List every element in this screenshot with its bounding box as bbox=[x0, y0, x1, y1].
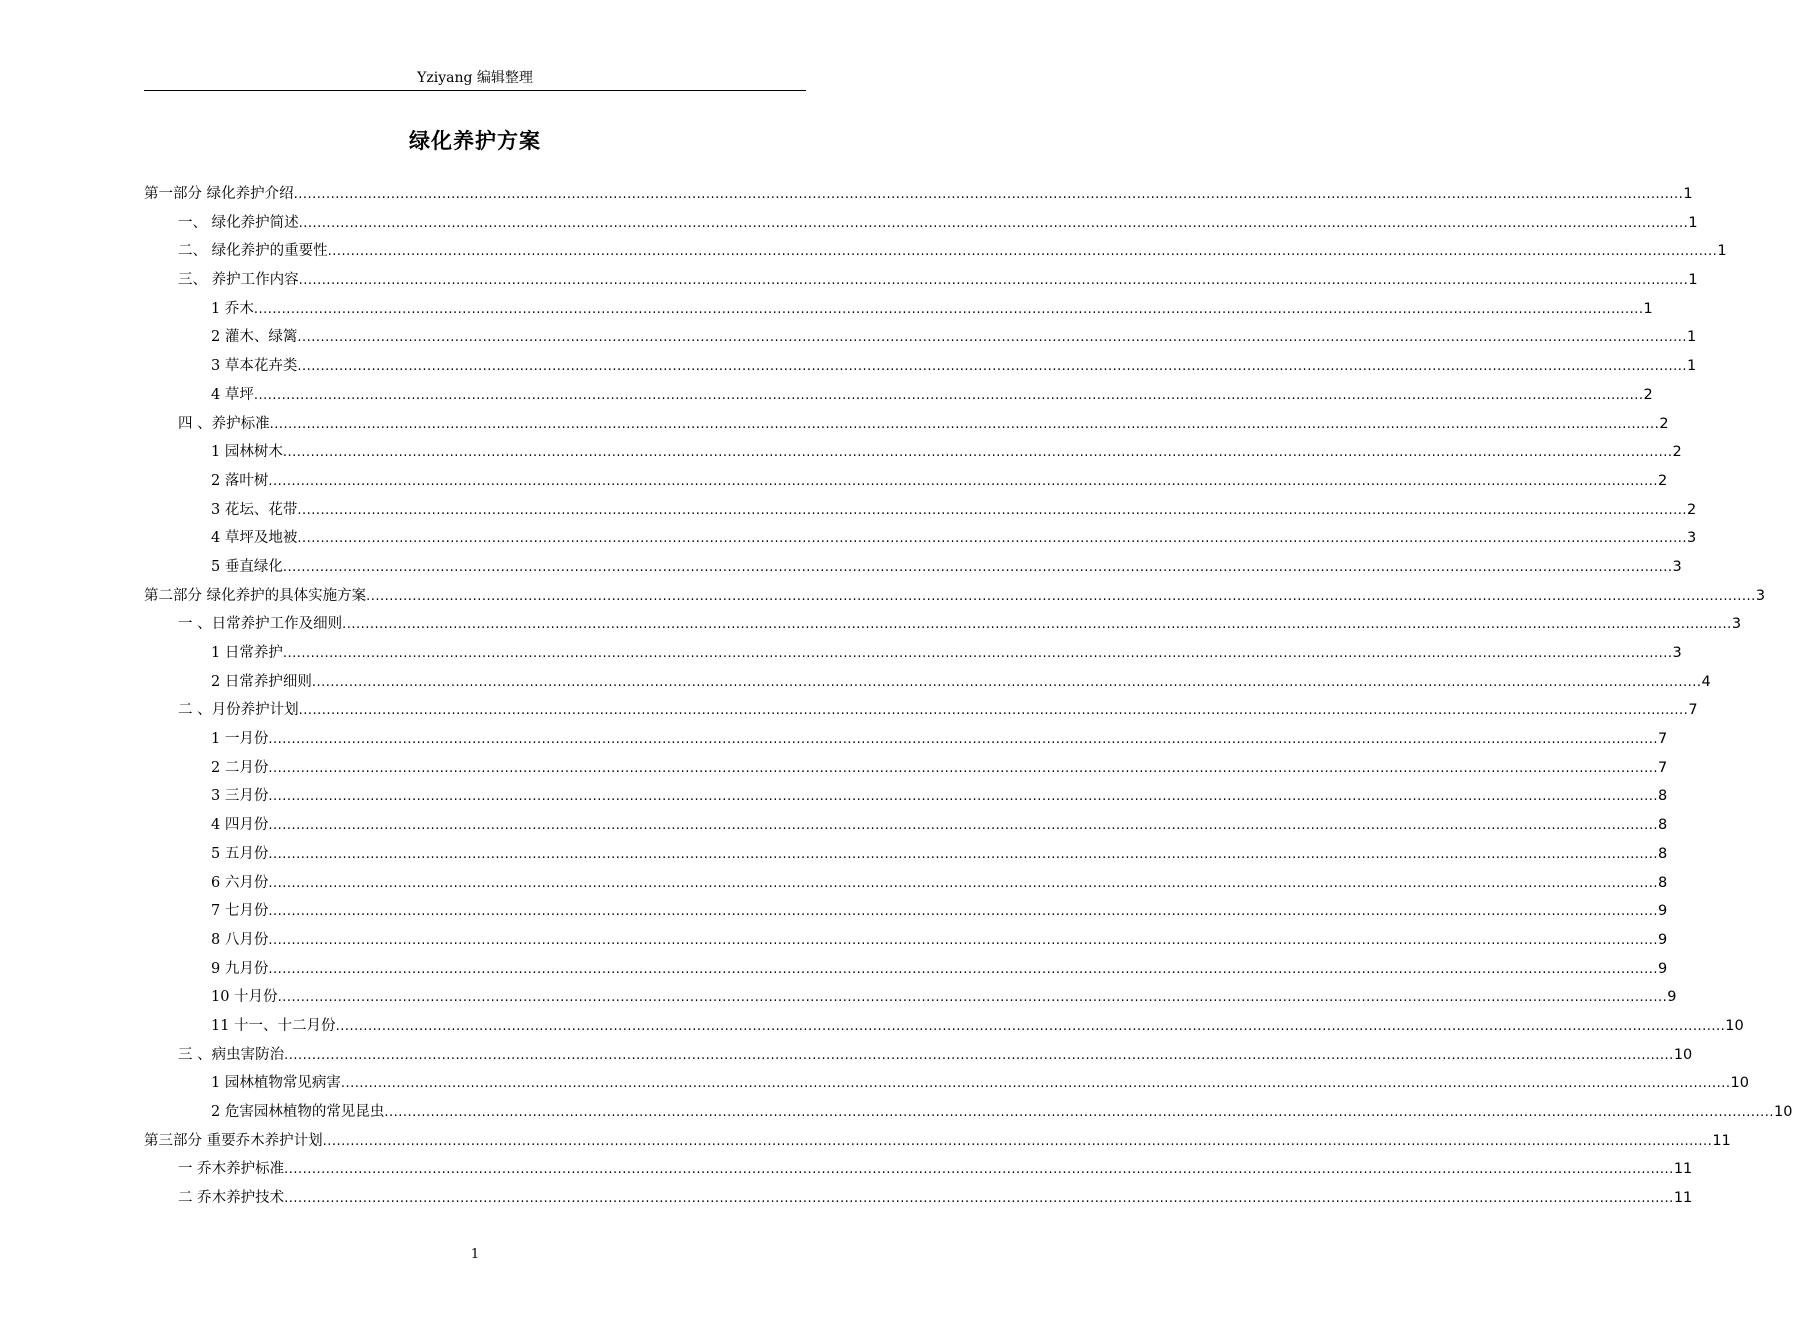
toc-entry-title: 1 园林植物常见病害 bbox=[211, 1075, 341, 1092]
toc-entry-page: 1 bbox=[1643, 300, 1653, 317]
toc-entry-page: 3 bbox=[1672, 558, 1682, 575]
toc-dot-leader: ............................................................................................................................................................................................................................................................................................................ bbox=[298, 703, 1689, 719]
toc-entry[interactable] bbox=[144, 754, 1668, 783]
toc-entry[interactable] bbox=[144, 1155, 1693, 1184]
toc-entry-title: 二 乔木养护技术 bbox=[178, 1190, 285, 1207]
page-footer bbox=[0, 1245, 950, 1265]
toc-entry[interactable] bbox=[144, 610, 1742, 639]
toc-entry-title: 10 十月份 bbox=[211, 989, 278, 1006]
toc-entry-title: 一、 绿化养护简述 bbox=[178, 214, 299, 231]
toc-dot-leader: ............................................................................................................................................................................................................................................................................................................ bbox=[297, 359, 1688, 375]
toc-dot-leader: ............................................................................................................................................................................................................................................................................................................ bbox=[268, 732, 1659, 748]
toc-entry-page: 2 bbox=[1659, 415, 1669, 432]
toc-entry-page: 2 bbox=[1643, 386, 1653, 403]
toc-entry-page: 2 bbox=[1687, 501, 1697, 518]
toc-dot-leader: ............................................................................................................................................................................................................................................................................................................ bbox=[268, 760, 1659, 776]
toc-entry-title: 三、 养护工作内容 bbox=[178, 272, 299, 289]
toc-entry-page: 2 bbox=[1672, 444, 1682, 461]
toc-entry[interactable] bbox=[144, 180, 1693, 209]
toc-entry-page: 2 bbox=[1658, 472, 1668, 489]
toc-entry-page: 4 bbox=[1701, 673, 1711, 690]
toc-entry[interactable] bbox=[144, 840, 1668, 869]
toc-entry-page: 8 bbox=[1658, 788, 1668, 805]
toc-entry-page: 10 bbox=[1730, 1075, 1749, 1092]
toc-entry-page: 3 bbox=[1672, 645, 1682, 661]
toc-entry-page: 3 bbox=[1755, 587, 1766, 604]
toc-entry[interactable] bbox=[144, 955, 1668, 984]
toc-dot-leader: ............................................................................................................................................................................................................................................................................................................ bbox=[293, 187, 1684, 202]
header-text: Yziyang 编辑整理 bbox=[417, 70, 533, 86]
toc-entry[interactable] bbox=[144, 1127, 1731, 1156]
toc-entry[interactable] bbox=[144, 266, 1698, 295]
toc-entry-page: 9 bbox=[1667, 989, 1677, 1006]
toc-entry[interactable] bbox=[144, 639, 1682, 668]
toc-dot-leader: ............................................................................................................................................................................................................................................................................................................ bbox=[298, 273, 1689, 289]
toc-dot-leader: ............................................................................................................................................................................................................................................................................................................ bbox=[282, 445, 1673, 461]
toc-entry[interactable] bbox=[144, 782, 1668, 811]
toc-entry-title: 11 十一、十二月份 bbox=[211, 1017, 336, 1034]
document-title: 绿化养护方案 bbox=[409, 128, 541, 153]
toc-entry-title: 二 、月份养护计划 bbox=[178, 702, 299, 719]
toc-entry-title: 2 危害园林植物的常见昆虫 bbox=[211, 1104, 385, 1120]
toc-entry-page: 11 bbox=[1712, 1132, 1731, 1149]
toc-dot-leader: ............................................................................................................................................................................................................................................................................................................ bbox=[384, 1105, 1775, 1120]
toc-entry-title: 四 、养护标准 bbox=[178, 415, 270, 432]
toc-entry-title: 2 落叶树 bbox=[211, 472, 269, 489]
toc-entry-title: 5 五月份 bbox=[211, 845, 269, 862]
toc-entry[interactable] bbox=[144, 897, 1668, 926]
toc-dot-leader: ............................................................................................................................................................................................................................................................................................................ bbox=[284, 1162, 1674, 1178]
toc-dot-leader: ............................................................................................................................................................................................................................................................................................................ bbox=[340, 1076, 1731, 1092]
toc-entry-title: 第三部分 重要乔木养护计划 bbox=[144, 1132, 323, 1149]
toc-entry-title: 4 四月份 bbox=[211, 817, 269, 834]
toc-entry[interactable] bbox=[144, 381, 1653, 410]
toc-entry-page: 11 bbox=[1673, 1190, 1693, 1207]
toc-entry-title: 1 园林树木 bbox=[211, 444, 283, 461]
toc-entry-page: 3 bbox=[1731, 616, 1742, 633]
toc-entry-page: 1 bbox=[1688, 214, 1698, 231]
toc-entry-title: 5 垂直绿化 bbox=[211, 558, 283, 575]
toc-entry-title: 3 草本花卉类 bbox=[211, 358, 298, 375]
toc-entry-title: 一 、日常养护工作及细则 bbox=[178, 616, 343, 633]
toc-dot-leader: ............................................................................................................................................................................................................................................................................................................ bbox=[268, 961, 1659, 977]
toc-dot-leader: ............................................................................................................................................................................................................................................................................................................ bbox=[268, 932, 1659, 948]
toc-entry-title: 3 花坛、花带 bbox=[211, 501, 298, 518]
toc-entry[interactable] bbox=[144, 352, 1697, 381]
toc-entry-page: 8 bbox=[1658, 874, 1668, 891]
toc-entry[interactable] bbox=[144, 1184, 1693, 1213]
toc-dot-leader: ............................................................................................................................................................................................................................................................................................................ bbox=[311, 674, 1702, 690]
toc-entry-title: 1 一月份 bbox=[211, 731, 269, 748]
toc-entry[interactable] bbox=[144, 668, 1711, 697]
toc-entry-page: 11 bbox=[1673, 1161, 1693, 1178]
toc-dot-leader: ............................................................................................................................................................................................................................................................................................................ bbox=[268, 473, 1659, 489]
toc-entry[interactable] bbox=[144, 209, 1698, 238]
toc-entry[interactable] bbox=[144, 869, 1668, 898]
toc-entry[interactable] bbox=[144, 1098, 1793, 1127]
toc-entry[interactable] bbox=[144, 467, 1668, 496]
toc-entry[interactable] bbox=[144, 983, 1677, 1012]
toc-dot-leader: ............................................................................................................................................................................................................................................................................................................ bbox=[268, 789, 1659, 805]
toc-dot-leader: ............................................................................................................................................................................................................................................................................................................ bbox=[342, 617, 1732, 633]
toc-dot-leader: ............................................................................................................................................................................................................................................................................................................ bbox=[298, 215, 1689, 231]
toc-dot-leader: ............................................................................................................................................................................................................................................................................................................ bbox=[268, 904, 1659, 920]
toc-entry[interactable] bbox=[144, 295, 1653, 324]
toc-entry-title: 9 九月份 bbox=[211, 960, 269, 977]
toc-dot-leader: ............................................................................................................................................................................................................................................................................................................ bbox=[268, 875, 1659, 891]
toc-entry-page: 10 bbox=[1725, 1017, 1744, 1034]
toc-dot-leader: ............................................................................................................................................................................................................................................................................................................ bbox=[284, 1047, 1674, 1063]
toc-entry-page: 10 bbox=[1774, 1104, 1793, 1120]
toc-entry-title: 4 草坪 bbox=[211, 386, 254, 403]
table-of-contents bbox=[144, 180, 1793, 1213]
toc-entry-title: 3 三月份 bbox=[211, 788, 269, 805]
toc-dot-leader: ............................................................................................................................................................................................................................................................................................................ bbox=[366, 588, 1756, 604]
toc-entry-page: 3 bbox=[1687, 530, 1697, 547]
toc-entry-page: 1 bbox=[1687, 358, 1697, 375]
toc-entry[interactable] bbox=[144, 926, 1668, 955]
toc-entry[interactable] bbox=[144, 323, 1697, 352]
toc-entry-title: 第一部分 绿化养护介绍 bbox=[144, 186, 294, 202]
toc-entry[interactable] bbox=[144, 237, 1727, 266]
toc-dot-leader: ............................................................................................................................................................................................................................................................................................................ bbox=[297, 330, 1688, 346]
toc-entry-title: 三 、病虫害防治 bbox=[178, 1046, 285, 1063]
toc-entry[interactable] bbox=[144, 1041, 1693, 1070]
toc-dot-leader: ............................................................................................................................................................................................................................................................................................................ bbox=[284, 1191, 1674, 1207]
toc-dot-leader: ............................................................................................................................................................................................................................................................................................................ bbox=[268, 818, 1659, 834]
toc-dot-leader: ............................................................................................................................................................................................................................................................................................................ bbox=[297, 531, 1688, 547]
toc-entry-title: 2 灌木、绿篱 bbox=[211, 329, 298, 346]
toc-dot-leader: ............................................................................................................................................................................................................................................................................................................ bbox=[253, 387, 1644, 403]
toc-entry-title: 2 二月份 bbox=[211, 759, 269, 776]
toc-entry-title: 第二部分 绿化养护的具体实施方案 bbox=[144, 587, 367, 604]
toc-entry-page: 1 bbox=[1717, 243, 1727, 260]
toc-entry[interactable] bbox=[144, 1012, 1744, 1041]
toc-entry-page: 9 bbox=[1658, 931, 1668, 948]
toc-entry-title: 一 乔木养护标准 bbox=[178, 1161, 285, 1178]
toc-entry[interactable] bbox=[144, 553, 1682, 582]
toc-entry-page: 1 bbox=[1683, 186, 1693, 202]
toc-entry[interactable] bbox=[144, 524, 1697, 553]
toc-entry-title: 二、 绿化养护的重要性 bbox=[178, 243, 328, 260]
toc-entry-page: 1 bbox=[1687, 329, 1697, 346]
toc-entry-page: 1 bbox=[1688, 272, 1698, 289]
toc-dot-leader: ............................................................................................................................................................................................................................................................................................................ bbox=[269, 416, 1660, 432]
toc-entry-title: 1 乔木 bbox=[211, 300, 254, 317]
toc-dot-leader: ............................................................................................................................................................................................................................................................................................................ bbox=[297, 502, 1688, 518]
toc-entry[interactable] bbox=[144, 410, 1669, 439]
toc-dot-leader: ............................................................................................................................................................................................................................................................................................................ bbox=[335, 1018, 1726, 1034]
toc-entry[interactable] bbox=[144, 1069, 1749, 1098]
toc-entry[interactable] bbox=[144, 582, 1766, 611]
toc-entry-title: 6 六月份 bbox=[211, 874, 269, 891]
toc-entry[interactable] bbox=[144, 725, 1668, 754]
toc-entry-title: 4 草坪及地被 bbox=[211, 530, 298, 547]
toc-entry-page: 9 bbox=[1658, 903, 1668, 920]
toc-entry[interactable] bbox=[144, 496, 1697, 525]
toc-entry-page: 9 bbox=[1658, 960, 1668, 977]
toc-entry-title: 1 日常养护 bbox=[211, 645, 283, 661]
toc-entry-page: 10 bbox=[1673, 1046, 1693, 1063]
toc-entry-page: 7 bbox=[1658, 759, 1668, 776]
toc-dot-leader: ............................................................................................................................................................................................................................................................................................................ bbox=[322, 1133, 1713, 1149]
toc-dot-leader: ............................................................................................................................................................................................................................................................................................................ bbox=[282, 559, 1673, 575]
page-number: 1 bbox=[470, 1247, 480, 1262]
toc-entry[interactable] bbox=[144, 696, 1698, 725]
toc-dot-leader: ............................................................................................................................................................................................................................................................................................................ bbox=[327, 244, 1718, 260]
toc-dot-leader: ............................................................................................................................................................................................................................................................................................................ bbox=[253, 301, 1644, 317]
toc-entry-page: 8 bbox=[1658, 845, 1668, 862]
toc-dot-leader: ............................................................................................................................................................................................................................................................................................................ bbox=[282, 646, 1673, 661]
toc-dot-leader: ............................................................................................................................................................................................................................................................................................................ bbox=[277, 990, 1668, 1006]
page-header bbox=[144, 66, 806, 91]
toc-entry-title: 7 七月份 bbox=[211, 903, 269, 920]
toc-entry-title: 2 日常养护细则 bbox=[211, 673, 312, 690]
toc-entry[interactable] bbox=[144, 438, 1682, 467]
toc-entry-title: 8 八月份 bbox=[211, 931, 269, 948]
toc-entry[interactable] bbox=[144, 811, 1668, 840]
toc-dot-leader: ............................................................................................................................................................................................................................................................................................................ bbox=[268, 846, 1659, 862]
toc-entry-page: 7 bbox=[1658, 731, 1668, 748]
toc-entry-page: 7 bbox=[1688, 702, 1698, 719]
toc-entry-page: 8 bbox=[1658, 817, 1668, 834]
